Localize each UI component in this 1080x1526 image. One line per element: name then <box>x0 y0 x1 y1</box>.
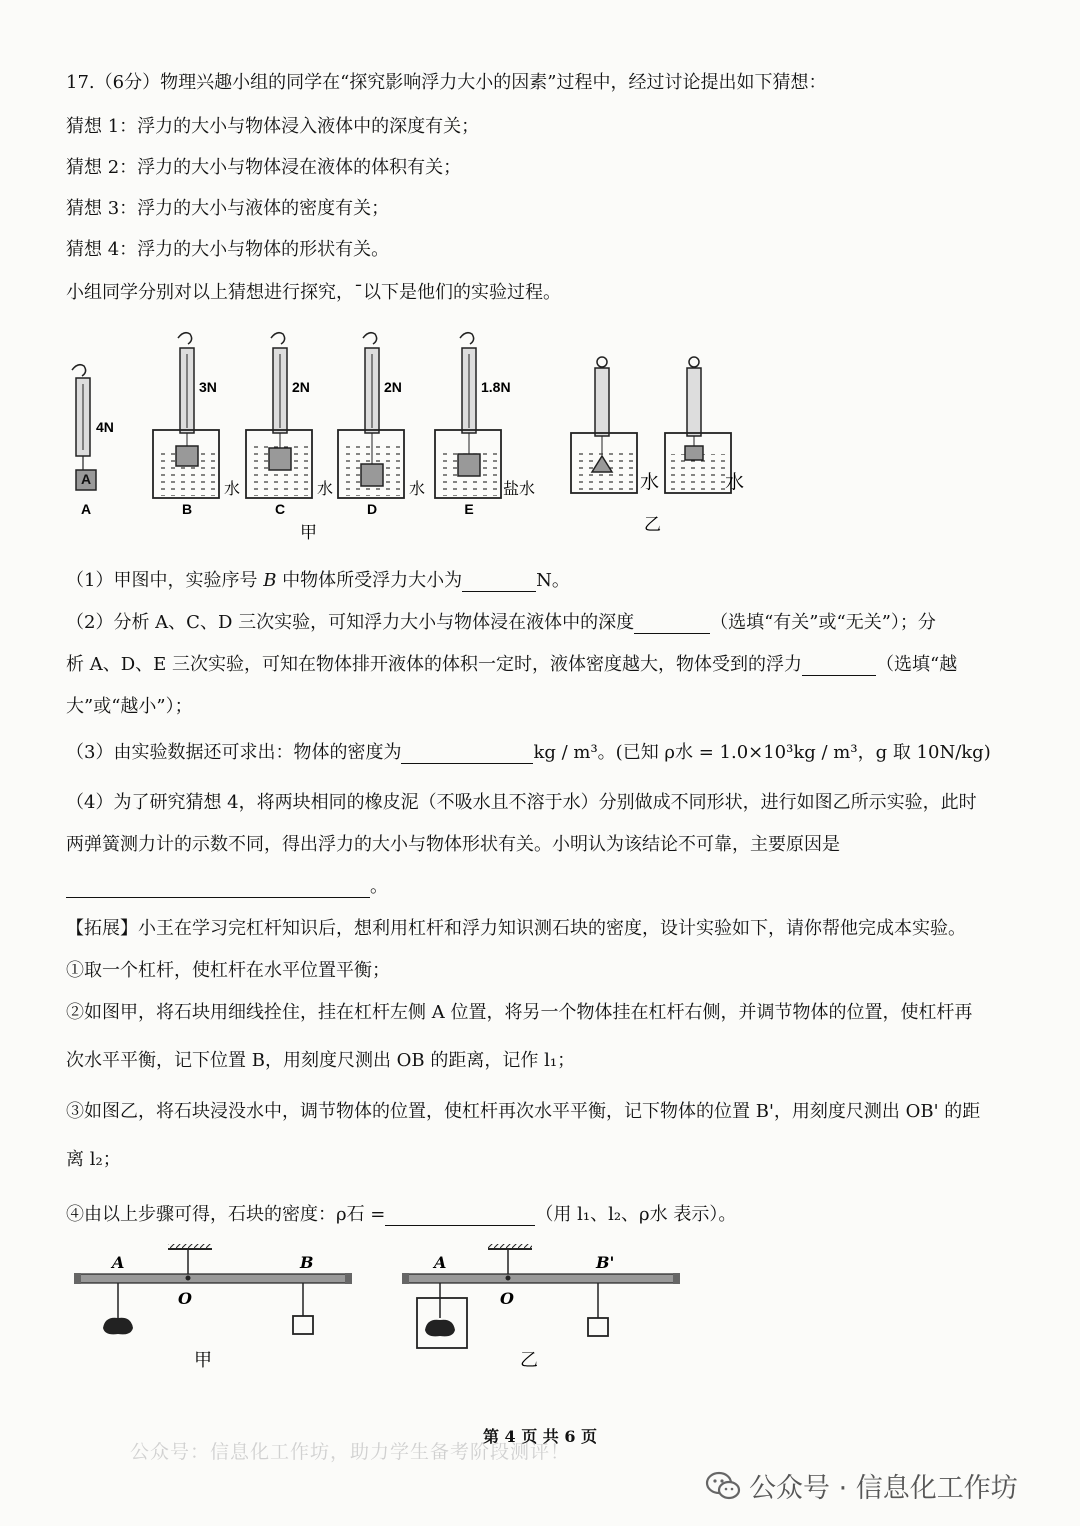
liquid-c: 水 <box>317 479 334 498</box>
sub-question-3: （3）由实验数据还可求出：物体的密度为 kg / m³。(已知 ρ水 = 1.0×10³kg / m³，g 取 10N/kg) <box>66 742 991 763</box>
setup-e <box>435 333 535 517</box>
extension-step-2-line1: ②如图甲，将石块用细线拴住，挂在杠杆左侧 A 位置，将另一个物体挂在杠杆右侧，并调节物体的位置，使杠杆再 <box>66 1002 973 1023</box>
sub-question-2-line1: （2）分析 A、C、D 三次实验，可知浮力大小与物体浸在液体中的深度 （选填“有关”或“无关”）；分 <box>66 612 936 633</box>
label-d: D <box>366 501 378 517</box>
guess-2: 猜想 2：浮力的大小与物体浸在液体的体积有关； <box>66 157 462 178</box>
reading-a: 4N <box>96 419 114 435</box>
question-title: 17.（6分）物理兴趣小组的同学在“探究影响浮力大小的因素”过程中，经过讨论提出如下猜想： <box>66 72 827 93</box>
answer-blank-3[interactable] <box>401 745 533 764</box>
setup-yi-2 <box>665 357 744 493</box>
reading-d: 2N <box>384 379 402 395</box>
extension-intro: 【拓展】小王在学习完杠杆知识后，想利用杠杆和浮力知识测石块的密度，设计实验如下，请你帮他完成本实验。 <box>66 918 966 939</box>
answer-blank-1[interactable] <box>462 573 536 592</box>
group-jia-caption: 甲 <box>300 523 317 543</box>
extension-step-1: ①取一个杠杆，使杠杆在水平位置平衡； <box>66 960 390 981</box>
liquid-e: 盐水 <box>503 479 536 498</box>
extension-step-4: ④由以上步骤可得，石块的密度：ρ石 = （用 l₁、l₂、ρ水 表示）。 <box>66 1204 737 1225</box>
yi-liquid-1: 水 <box>640 471 660 493</box>
reading-b: 3N <box>199 379 217 395</box>
label-c: C <box>274 501 286 517</box>
sub-question-2-line3: 大”或“越小”）； <box>66 696 193 717</box>
lever-jia-caption: 甲 <box>194 1350 212 1371</box>
account-name: 公众号 · 信息化工作坊 <box>749 1473 1018 1504</box>
sub-question-4-line1: （4）为了研究猜想 4，将两块相同的橡皮泥（不吸水且不溶于水）分别做成不同形状，进行如图乙所示实验，此时 <box>66 792 977 813</box>
setup-c <box>246 333 333 517</box>
sub-question-4-line3: 。 <box>66 872 388 898</box>
setup-d <box>338 333 425 517</box>
guess-4: 猜想 4：浮力的大小与物体的形状有关。 <box>66 239 390 260</box>
answer-blank-2b[interactable] <box>802 657 876 676</box>
group-yi-caption: 乙 <box>644 515 661 535</box>
label-b: B <box>181 501 193 517</box>
setup-b <box>153 333 240 517</box>
label-a: A <box>80 501 92 517</box>
answer-blank-density[interactable] <box>385 1207 535 1226</box>
extension-step-3-line2: 离 l₂； <box>66 1149 121 1170</box>
account-watermark <box>705 1466 1018 1505</box>
point-b-prime-yi: B' <box>596 1253 615 1272</box>
yi-liquid-2: 水 <box>725 471 745 493</box>
point-a-jia: A <box>112 1253 125 1272</box>
lever-jia <box>74 1244 352 1371</box>
page-number: 第 4 页 共 6 页 <box>482 1427 598 1446</box>
liquid-b: 水 <box>224 479 241 498</box>
sub-question-1: （1）甲图中，实验序号 B 中物体所受浮力大小为 N。 <box>66 570 570 591</box>
answer-blank-4[interactable] <box>66 879 370 898</box>
point-o-jia: O <box>178 1289 192 1308</box>
guess-1: 猜想 1：浮力的大小与物体浸入液体中的深度有关； <box>66 116 480 137</box>
setup-a <box>72 365 114 517</box>
watermark-text: 公众号：信息化工作坊，助力学生备考阶段测评！ <box>130 1441 571 1463</box>
extension-step-3-line1: ③如图乙，将石块浸没水中，调节物体的位置，使杠杆再次水平平衡，记下物体的位置 B'，用刻度尺测出 OB' 的距 <box>66 1101 981 1122</box>
reading-e: 1.8N <box>481 379 511 395</box>
extension-step-2-line2: 次水平平衡，记下位置 B，用刻度尺测出 OB 的距离，记作 l₁； <box>66 1050 576 1071</box>
point-a-yi: A <box>434 1253 447 1272</box>
lever-yi-caption: 乙 <box>520 1350 538 1371</box>
point-o-yi: O <box>500 1289 514 1308</box>
wechat-icon <box>705 1471 741 1501</box>
point-b-jia: B <box>300 1253 314 1272</box>
liquid-d: 水 <box>409 479 426 498</box>
svg-text:A: A <box>80 471 92 487</box>
answer-blank-2a[interactable] <box>634 615 710 634</box>
experiment-intro: 小组同学分别对以上猜想进行探究，¯以下是他们的实验过程。 <box>66 282 561 303</box>
buoyancy-experiment-figure <box>60 318 780 548</box>
label-e: E <box>464 501 474 517</box>
reading-c: 2N <box>292 379 310 395</box>
sub-question-2-line2: 析 A、D、E 三次实验，可知在物体排开液体的体积一定时，液体密度越大，物体受到的浮力 （选填“越 <box>66 654 958 675</box>
guess-3: 猜想 3：浮力的大小与液体的密度有关； <box>66 198 390 219</box>
sub-question-4-line2: 两弹簧测力计的示数不同，得出浮力的大小与物体形状有关。小明认为该结论不可靠，主要原因是 <box>66 834 840 855</box>
lever-experiment-figure <box>68 1236 688 1376</box>
lever-yi <box>402 1244 680 1371</box>
setup-yi-1 <box>571 357 659 493</box>
